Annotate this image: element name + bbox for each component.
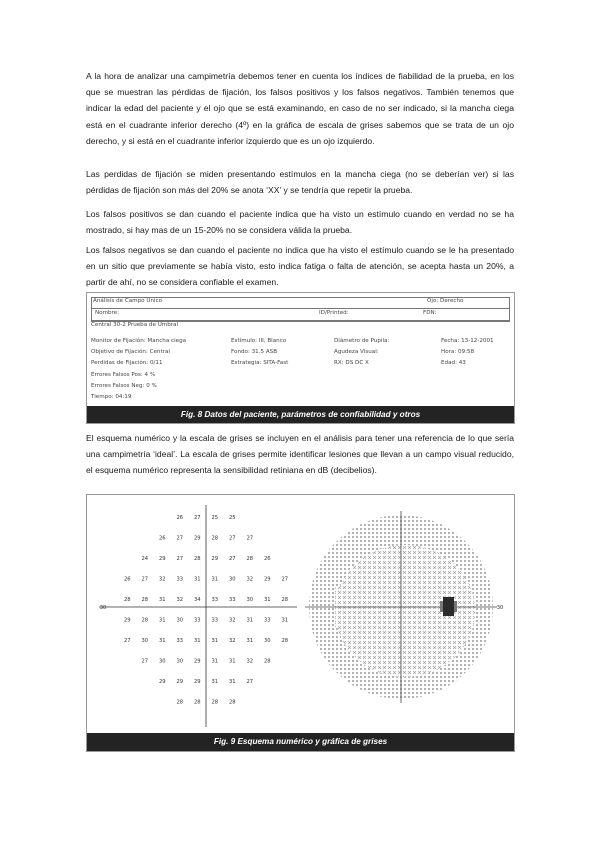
sensitivity-value: 31 bbox=[246, 638, 254, 644]
axis-label-left: 30 bbox=[99, 605, 107, 611]
sensitivity-value: 26 bbox=[176, 515, 184, 521]
sensitivity-value: 30 bbox=[246, 597, 254, 603]
sensitivity-value: 30 bbox=[176, 658, 184, 665]
col4-line: Edad: 43 bbox=[441, 360, 466, 366]
numeric-scheme bbox=[87, 495, 514, 733]
sensitivity-value: 27 bbox=[228, 556, 236, 562]
sensitivity-value: 30 bbox=[176, 617, 184, 624]
sensitivity-value: 30 bbox=[141, 638, 149, 644]
sensitivity-value: 28 bbox=[123, 597, 131, 603]
paragraph-false-positives: Los falsos positivos se dan cuando el paciente indica que ha visto un estímulo cuando en verdad no se ha mostrado, si hay mas de un 15-20% no se considera válida la prueba. bbox=[86, 209, 514, 236]
sensitivity-value: 31 bbox=[193, 638, 201, 644]
sensitivity-value: 26 bbox=[158, 535, 166, 542]
sensitivity-value: 28 bbox=[263, 658, 271, 665]
sensitivity-value: 27 bbox=[228, 535, 236, 542]
sensitivity-value: 27 bbox=[176, 556, 184, 562]
sensitivity-value: 24 bbox=[141, 556, 149, 562]
name-label: Nombre: bbox=[95, 310, 120, 316]
sensitivity-value: 31 bbox=[211, 658, 219, 665]
name-frame bbox=[91, 308, 510, 321]
sensitivity-value: 33 bbox=[211, 597, 219, 603]
sensitivity-value: 27 bbox=[176, 535, 184, 542]
sensitivity-value: 31 bbox=[211, 638, 219, 644]
fdn-label: FDN: bbox=[423, 310, 437, 316]
figure-9-visual-field bbox=[86, 494, 515, 752]
paragraph-numeric-scheme: El esquema numérico y la escala de grises se incluyen en el análisis para tener una referencia de lo que sería una campimetría ‘ideal’. La escala de grises permite identificar lesiones que llevan a un campo visual reducido, el esquema numérico representa la sensibilidad retiniana en dB (decibelios). bbox=[86, 433, 514, 476]
sensitivity-value: 29 bbox=[193, 535, 201, 542]
sensitivity-value: 32 bbox=[228, 638, 236, 644]
sensitivity-value: 29 bbox=[193, 679, 201, 685]
grayscale-plot bbox=[305, 511, 497, 703]
sensitivity-value: 27 bbox=[246, 535, 254, 542]
sensitivity-value: 28 bbox=[211, 535, 219, 542]
sensitivity-value: 31 bbox=[228, 679, 236, 685]
sensitivity-value: 29 bbox=[158, 556, 166, 562]
figure-9-caption: Fig. 9 Esquema numérico y gráfica de grises bbox=[87, 733, 514, 751]
sensitivity-value: 31 bbox=[211, 576, 219, 583]
paragraph-false-negatives: Los falsos negativos se dan cuando el paciente no indica que ha visto el estímulo cuando se le ha presentado en un sitio que previamente se había visto, esto indica fatiga o falta de atención, se acepta hasta un 20%, a partir de ahí, no se considera confiable el examen. bbox=[86, 245, 514, 288]
sensitivity-value: 27 bbox=[123, 638, 131, 644]
sensitivity-value: 33 bbox=[193, 617, 201, 624]
sensitivity-value: 33 bbox=[176, 638, 184, 644]
blind-spot-mark bbox=[443, 597, 454, 616]
sensitivity-value: 28 bbox=[193, 556, 201, 562]
sensitivity-value: 26 bbox=[123, 576, 131, 583]
sensitivity-value: 29 bbox=[176, 679, 184, 685]
sensitivity-value: 27 bbox=[141, 576, 149, 583]
sensitivity-value: 29 bbox=[211, 556, 219, 562]
sensitivity-value: 31 bbox=[228, 658, 236, 665]
sensitivity-value: 29 bbox=[263, 576, 271, 583]
sensitivity-value: 32 bbox=[246, 576, 254, 583]
col1-line: Monitor de Fijación: Mancha ciega bbox=[91, 338, 187, 344]
sensitivity-value: 27 bbox=[281, 576, 289, 583]
sensitivity-value: 28 bbox=[281, 638, 289, 644]
sensitivity-value: 28 bbox=[193, 699, 201, 706]
sensitivity-value: 25 bbox=[211, 515, 219, 521]
sensitivity-value: 33 bbox=[211, 617, 219, 624]
sensitivity-value: 29 bbox=[158, 679, 166, 685]
sensitivity-value: 32 bbox=[228, 617, 236, 624]
sensitivity-value: 28 bbox=[141, 617, 149, 624]
sensitivity-value: 28 bbox=[246, 556, 254, 562]
sensitivity-value: 28 bbox=[281, 597, 289, 603]
sensitivity-value: 28 bbox=[228, 699, 236, 706]
col2-line: Fondo: 31.5 ASB bbox=[231, 349, 278, 355]
col1-line: Tiempo: 04:19 bbox=[91, 394, 132, 400]
sensitivity-value: 29 bbox=[193, 658, 201, 665]
sensitivity-value: 31 bbox=[158, 638, 166, 644]
figure-8-patient-data bbox=[86, 292, 515, 424]
col1-line: Perdidas de Fijación: 0/11 bbox=[91, 360, 163, 366]
sensitivity-value: 25 bbox=[228, 515, 236, 521]
figure-8-caption: Fig. 8 Datos del paciente, parámetros de confiabilidad y otros bbox=[87, 406, 514, 423]
sensitivity-value: 31 bbox=[211, 679, 219, 685]
sensitivity-value: 30 bbox=[228, 576, 236, 583]
eye-label: Ojo: Derecho bbox=[427, 298, 464, 304]
sensitivity-value: 31 bbox=[158, 617, 166, 624]
sensitivity-value: 31 bbox=[281, 617, 289, 624]
sensitivity-value: 31 bbox=[246, 617, 254, 624]
sensitivity-value: 33 bbox=[176, 576, 184, 583]
paragraph-reliability-indices: A la hora de analizar una campimetría debemos tener en cuenta los índices de fiabilidad de la prueba, en los que se muestran las pérdidas de fijación, los falsos positivos y los falsos negativos. También tenemos que indicar la edad del paciente y el ojo que se está examinando, en caso de no ser indicado, si la mancha ciega está en el cuadrante inferior derecho (4º) en la gráfica de escala de grises sabemos que se trata de un ojo derecho, y si está en el cuadrante inferior izquierdo que es un ojo izquierdo. bbox=[86, 71, 514, 146]
col2-line: Estrategia: SITA-Fast bbox=[231, 360, 289, 366]
col4-line: Hora: 09:58 bbox=[441, 349, 475, 355]
sensitivity-value: 30 bbox=[158, 658, 166, 665]
col3-line: Diámetro de Pupila: bbox=[334, 338, 390, 344]
sensitivity-value: 33 bbox=[263, 617, 271, 624]
axis-label-right: 30 bbox=[496, 605, 504, 611]
col3-line: RX: DS DC X bbox=[334, 360, 369, 366]
col2-line: Estímulo: III, Blanco bbox=[231, 338, 287, 344]
col1-line: Errores Falsos Neg: 0 % bbox=[91, 383, 157, 389]
sensitivity-value: 32 bbox=[246, 658, 254, 665]
sensitivity-value: 31 bbox=[193, 576, 201, 583]
col1-line: Errores Falsos Pos: 4 % bbox=[91, 372, 156, 378]
sensitivity-value: 32 bbox=[176, 597, 184, 603]
col3-line: Agudeza Visual: bbox=[334, 349, 379, 355]
sensitivity-value: 31 bbox=[158, 597, 166, 603]
col4-line: Fecha: 13-12-2001 bbox=[441, 338, 494, 344]
id-label: ID/Printed: bbox=[319, 310, 349, 316]
sensitivity-value: 27 bbox=[246, 679, 254, 685]
sensitivity-value: 31 bbox=[263, 597, 271, 603]
col1-line: Objetivo de Fijación: Central bbox=[91, 349, 170, 355]
sensitivity-value: 27 bbox=[141, 658, 149, 665]
paragraph-fixation-losses: Las perdidas de fijación se miden presentando estímulos en la mancha ciega (no se deberían ver) si las pérdidas de fijación son más del 20% se anota ‘XX’ y se tendría que repetir la prueba. bbox=[86, 169, 514, 196]
sensitivity-value: 29 bbox=[123, 617, 131, 624]
sensitivity-value: 30 bbox=[263, 638, 271, 644]
sensitivity-value: 26 bbox=[263, 556, 271, 562]
sensitivity-value: 27 bbox=[193, 515, 201, 521]
sensitivity-value: 28 bbox=[176, 699, 184, 706]
sensitivity-value: 34 bbox=[193, 597, 201, 603]
sensitivity-value: 32 bbox=[158, 576, 166, 583]
program-label: Central 30-2 Prueba de Umbral bbox=[91, 322, 179, 328]
sensitivity-value: 28 bbox=[211, 699, 219, 706]
sensitivity-value: 33 bbox=[228, 597, 236, 603]
analysis-title: Análisis de Campo Único bbox=[93, 298, 163, 304]
sensitivity-value: 28 bbox=[141, 597, 149, 603]
